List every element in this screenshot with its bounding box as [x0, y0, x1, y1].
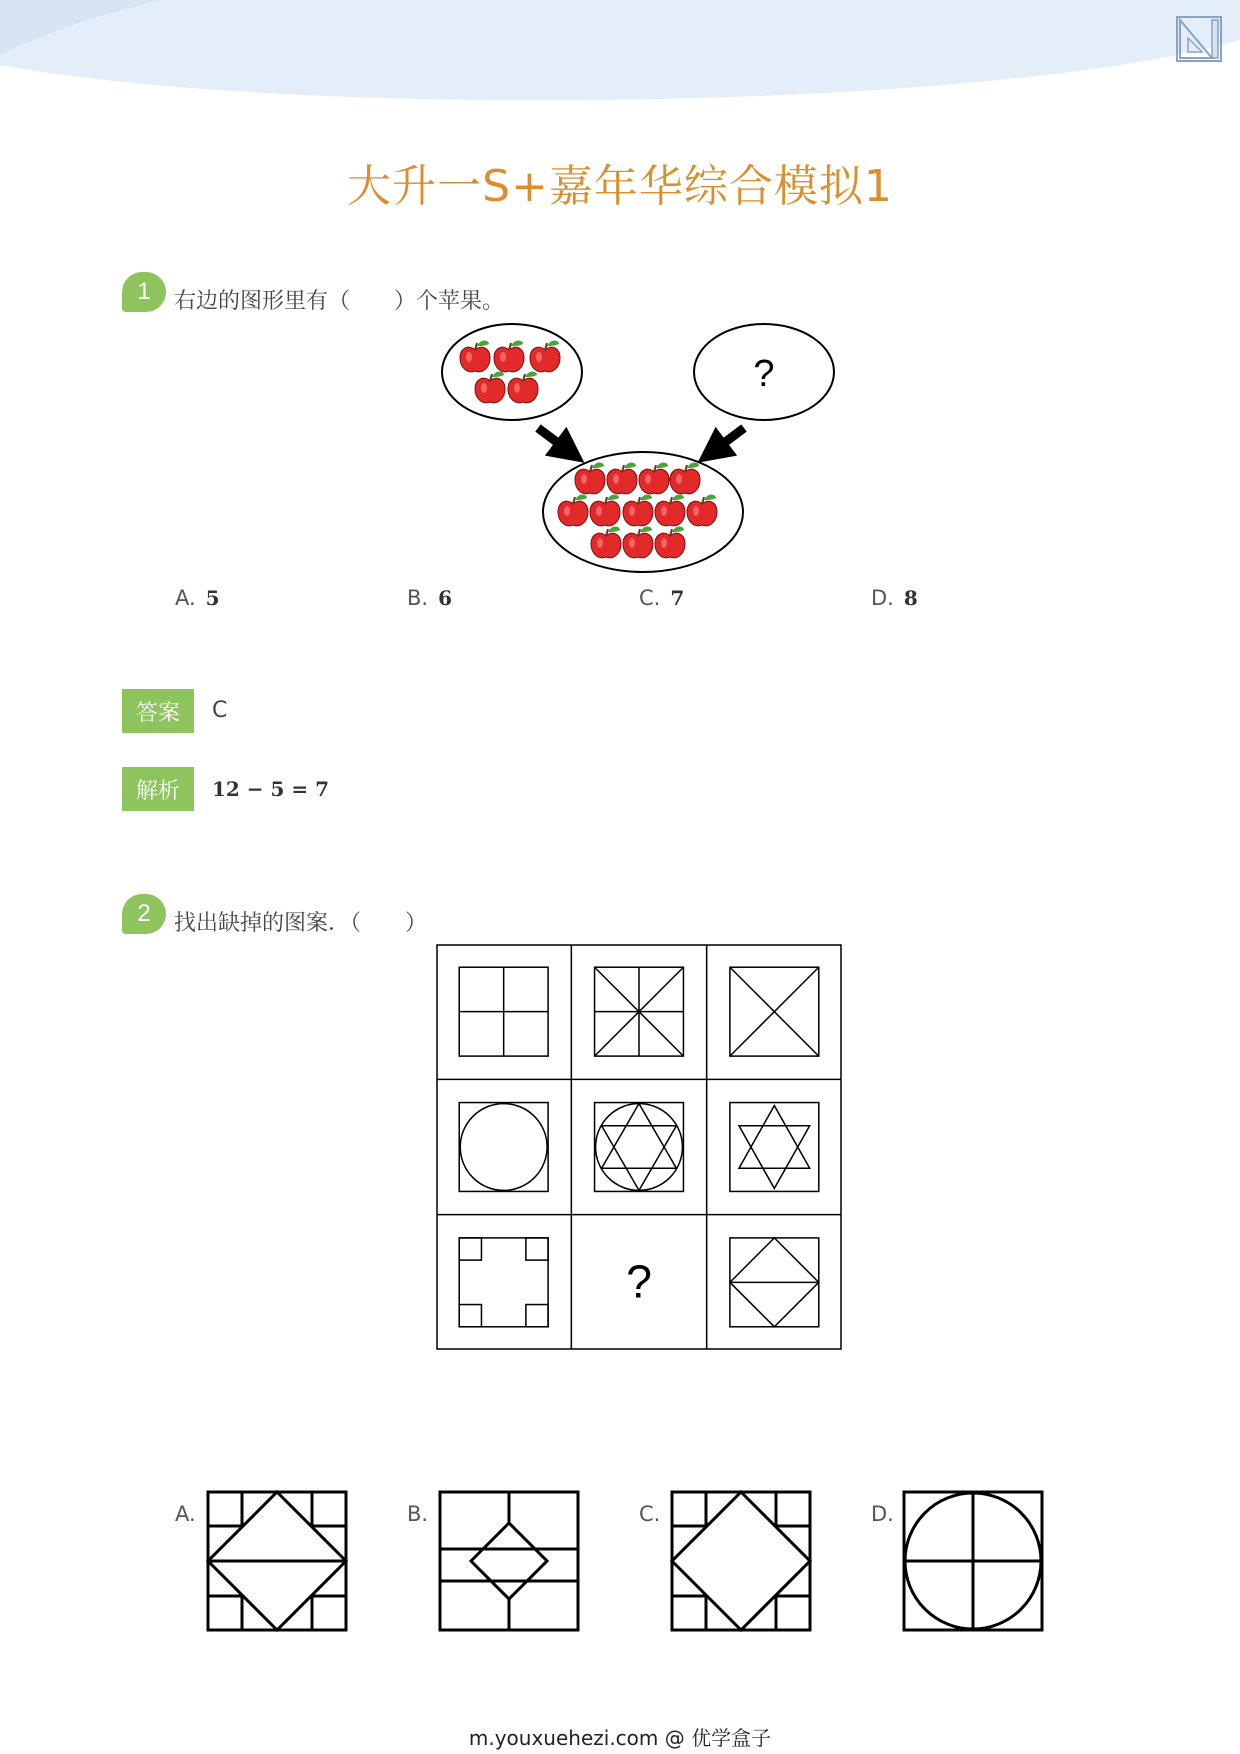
answer-tag: 答案 [122, 689, 194, 733]
apples-figure [430, 318, 850, 578]
option-d[interactable]: D. 8 [871, 586, 918, 610]
option-a[interactable]: A. [175, 1502, 196, 1526]
arrow-left [538, 428, 570, 452]
cell-x-square [730, 967, 819, 1056]
header-wave [0, 0, 1240, 120]
pattern-grid [436, 944, 842, 1350]
question-number-badge: 2 [122, 894, 166, 934]
cell-cross-square [459, 967, 548, 1056]
footer-source: m.youxuehezi.com @ 优学盒子 [468, 1726, 772, 1750]
cell-diamond-square [730, 1238, 819, 1327]
option-d-figure[interactable] [902, 1490, 1044, 1632]
missing-cell-mark: ? [626, 1255, 652, 1308]
arrow-right [712, 428, 744, 452]
cell-star-lines-square [595, 967, 684, 1056]
cell-circle-star-square [595, 1103, 684, 1192]
option-b[interactable]: B. 6 [407, 586, 453, 610]
option-d[interactable]: D. [871, 1502, 894, 1526]
cell-circle-square [459, 1103, 548, 1192]
cell-corner-squares [459, 1238, 548, 1327]
option-c[interactable]: C. 7 [639, 586, 685, 610]
unknown-mark: ? [753, 353, 775, 395]
question-text: 找出缺掉的图案．（ ） [174, 911, 428, 936]
option-b-figure[interactable] [438, 1490, 580, 1632]
option-c[interactable]: C. [639, 1502, 661, 1526]
ruler-triangle-icon [1176, 16, 1222, 62]
cell-star-square [730, 1103, 819, 1192]
question-number-badge: 1 [122, 272, 166, 312]
analysis-tag: 解析 [122, 767, 194, 811]
option-a-figure[interactable] [206, 1490, 348, 1632]
question-text: 右边的图形里有（ ）个苹果。 [174, 289, 505, 314]
option-b[interactable]: B. [407, 1502, 429, 1526]
option-c-figure[interactable] [670, 1490, 812, 1632]
answer-value: C [212, 698, 228, 723]
page-title: 大升一S+嘉年华综合模拟1 [347, 161, 893, 212]
option-a[interactable]: A. 5 [175, 586, 220, 610]
analysis-value: 12 − 5 = 7 [212, 777, 330, 801]
